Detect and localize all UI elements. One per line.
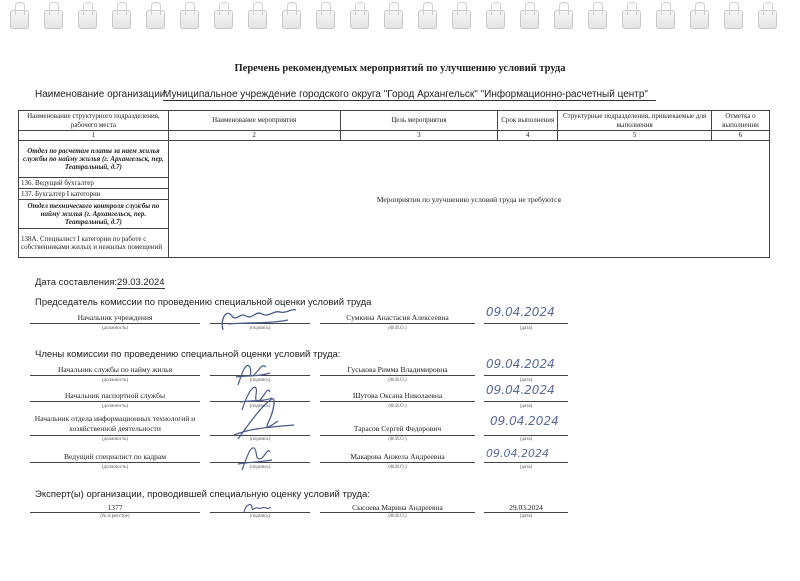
caption-position: (должность) — [101, 404, 129, 409]
member-position: Начальник паспортной службы — [65, 391, 165, 400]
organization-label: Наименование организации: — [35, 89, 169, 100]
table-number-row — [19, 131, 770, 141]
member-name: Гуськова Римма Владимировна — [347, 365, 448, 374]
number-cell: 4 — [498, 131, 558, 141]
caption-registry: (№ в реестре) — [100, 514, 130, 519]
member-position: Начальник службы по найму жилья — [57, 365, 173, 374]
caption-position: (должность) — [101, 326, 129, 331]
page-title: Перечень рекомендуемых мероприятий по улучшению условий труда — [234, 63, 566, 74]
caption-fio: (Ф.И.О.) — [388, 404, 407, 409]
position-cell: 138А. Специалист I категории по работе с собственниками жилых и нежилых помещений — [19, 229, 169, 258]
caption-fio: (Ф.И.О.) — [388, 378, 407, 383]
number-cell: 2 — [168, 131, 340, 141]
binder-rings — [0, 0, 800, 40]
header-cell: Цель мероприятия — [340, 111, 498, 131]
caption-fio: (Ф.И.О.) — [388, 326, 407, 331]
expert-label: Эксперт(ы) организации, проводившей специальную оценку условий труда: — [35, 489, 370, 500]
caption-date: (дата) — [519, 437, 533, 442]
number-cell: 5 — [558, 131, 712, 141]
member-name: Макарова Анжела Андреевна — [350, 452, 445, 461]
chairman-signature — [218, 302, 298, 334]
member-date: 09.04.2024 — [486, 383, 555, 397]
merged-note-cell: Мероприятия по улучшению условий труда не требуются — [168, 141, 769, 258]
chairman-date: 09.04.2024 — [486, 305, 555, 319]
department-cell: Отдел по расчетам платы за наем жилья службы по найму жилья (г. Архангельск, пер. Театральный, д.7) — [19, 141, 169, 178]
caption-signature: (подпись) — [249, 378, 271, 383]
caption-date: (дата) — [519, 326, 533, 331]
caption-fio: (Ф.И.О.) — [388, 514, 407, 519]
caption-position: (должность) — [101, 465, 129, 470]
member-date: 09.04.2024 — [486, 447, 549, 460]
compilation-date: 29.03.2024 — [117, 277, 165, 288]
caption-signature: (подпись) — [249, 514, 271, 519]
header-cell: Отметка о выполнении — [711, 111, 769, 131]
chairman-position: Начальник учреждения — [77, 313, 153, 322]
caption-fio: (Ф.И.О.) — [388, 437, 407, 442]
header-cell: Структурные подразделения, привлекаемые для выполнения — [558, 111, 712, 131]
expert-name: Сысоева Марина Андреевна — [352, 503, 443, 512]
member-date: 09.04.2024 — [490, 414, 559, 428]
department-cell: Отдел технического контроля службы по найму жилья (г. Архангельск, пер. Театральный, д.7) — [19, 200, 169, 229]
caption-position: (должность) — [101, 378, 129, 383]
table-header-row — [19, 111, 770, 131]
header-cell: Наименование мероприятия — [168, 111, 340, 131]
expert-date: 29.03.2024 — [509, 503, 543, 512]
header-cell: Наименование структурного подразделения, рабочего места — [19, 111, 169, 131]
expert-signature — [240, 500, 272, 516]
caption-signature: (подпись) — [249, 437, 271, 442]
chairman-label: Председатель комиссии по проведению специальной оценки условий труда — [35, 297, 372, 308]
number-cell: 1 — [19, 131, 169, 141]
organization-name: Муниципальное учреждение городского округа "Город Архангельск" "Информационно-расчетный центр" — [163, 89, 656, 101]
caption-date: (дата) — [519, 378, 533, 383]
number-cell: 6 — [711, 131, 769, 141]
member-position: Начальник отдела информационных технологий и хозяйственной деятельности — [34, 414, 196, 433]
caption-signature: (подпись) — [249, 326, 271, 331]
caption-signature: (подпись) — [249, 465, 271, 470]
caption-signature: (подпись) — [249, 404, 271, 409]
caption-date: (дата) — [519, 514, 533, 519]
position-cell: 137. Бухгалтер I категории — [19, 189, 169, 200]
member-signature — [228, 395, 298, 445]
member-date: 09.04.2024 — [486, 357, 555, 371]
position-cell: 136. Ведущий бухгалтер — [19, 178, 169, 189]
members-label: Члены комиссии по проведению специальной оценки условий труда: — [35, 349, 341, 360]
caption-fio: (Ф.И.О.) — [388, 465, 407, 470]
member-position: Ведущий специалист по кадрам — [64, 452, 166, 461]
measures-table — [18, 110, 770, 258]
caption-date: (дата) — [519, 465, 533, 470]
caption-date: (дата) — [519, 404, 533, 409]
header-cell: Срок выполнения — [498, 111, 558, 131]
member-name: Тарасов Сергей Федорович — [353, 424, 442, 433]
member-signature — [234, 440, 274, 474]
compilation-date-label: Дата составления: — [35, 277, 118, 288]
expert-registry-number: 1377 — [107, 503, 123, 512]
member-name: Шутова Оксана Николаевна — [352, 391, 443, 400]
caption-position: (должность) — [101, 437, 129, 442]
table-row — [19, 141, 770, 178]
number-cell: 3 — [340, 131, 498, 141]
chairman-name: Сумкина Анастасия Алексеевна — [346, 313, 449, 322]
